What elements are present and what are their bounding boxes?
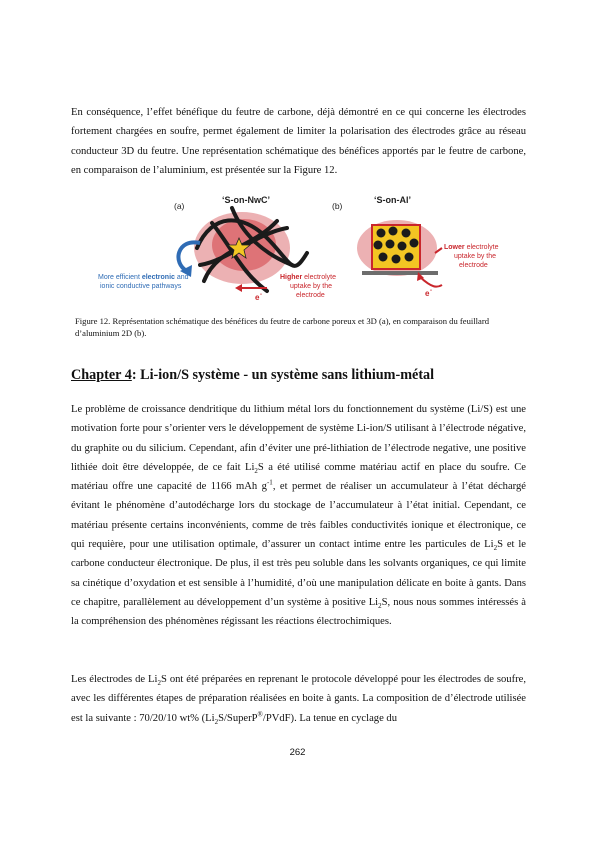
paragraph-li2s bbox=[71, 400, 526, 632]
figure-12 bbox=[92, 193, 512, 305]
page-number: 262 bbox=[289, 747, 306, 758]
p3-text-4: /PVdF). La tenue en cyclage du bbox=[262, 712, 398, 724]
p3-sub-1: 2 bbox=[157, 679, 161, 688]
right-note-line1: Lower electrolyte bbox=[444, 244, 499, 251]
p2-text-4: S et le carbone conducteur électronique. De plus, il est très peu soluble dans les solvants organiques, ce qui limite sa cinétique d’oxydation et est sensible à l’humidité, d’où une manipulation délicate en boite à gants. Dans ce chapitre, parallèlement au développement d’un système à positive Li bbox=[71, 539, 526, 608]
p2-sup-1: -1 bbox=[266, 478, 273, 487]
red-arrow-a-head bbox=[235, 284, 242, 292]
p3-text-2: S ont été préparées en reprenant le protocole développé pour les électrodes de soufre, avec les différentes étapes de préparation réalisées en boite à gants. La composition de d’électrode utilisée est la suivante : 70/20/10 wt% (Li bbox=[71, 674, 527, 724]
p3-sup-1: ® bbox=[257, 710, 263, 719]
electron-b: e bbox=[425, 289, 430, 298]
right-note-line3: electrode bbox=[459, 262, 488, 269]
p3-text-3: S/SuperP bbox=[218, 712, 258, 724]
mid-note-line3: electrode bbox=[296, 292, 325, 299]
mid-note-line1: Higher electrolyte bbox=[280, 274, 337, 281]
electron-a: e bbox=[255, 293, 260, 302]
chapter-heading bbox=[71, 367, 434, 384]
p3-sub-2: 2 bbox=[214, 717, 219, 726]
electron-b-sup: - bbox=[430, 288, 432, 294]
right-note-line2: uptake by the bbox=[454, 253, 497, 260]
paragraph-intro: En conséquence, l’effet bénéfique du feutre de carbone, déjà démontré en ce qui concerne les électrodes fortement chargées en soufre, permet également de limiter la polarisation des électrodes grâce au réseau conducteur 3D du feutre. Une représentation schématique des bénéfices apportés par le feutre de carbone, en comparaison de l’aluminium, est présentée sur la Figure 12. bbox=[71, 107, 526, 176]
red-arrow-b bbox=[420, 277, 442, 287]
panel-b-label: (b) bbox=[332, 201, 343, 211]
p2-sub-1: 2 bbox=[254, 467, 258, 475]
p2-text-1: Le problème de croissance dendritique du lithium métal lors du fonctionnement du système (Li/S) est une motivation forte pour s’orienter vers le développement de système Li-ion/S utilisant à l’électrode négative, du graphite ou du silicium. Cependant, afin d’éviter une pré-lithiation de l’électrode negative, une positive lithiée doit être développée, de ce fait Li bbox=[71, 404, 526, 473]
panel-b-title: ‘S-on-Al’ bbox=[374, 195, 411, 205]
p2-sub-3: 2 bbox=[378, 602, 382, 611]
electron-a-sup: - bbox=[260, 292, 262, 298]
left-note-line2: ionic conductive pathways bbox=[100, 283, 182, 290]
mid-note-line2: uptake by the bbox=[290, 283, 333, 290]
p2-text-5: S, nous nous sommes intéressés à la compréhension des phénomènes régissant les réactions électrochimiques. bbox=[71, 596, 526, 628]
p3-text-1: Les électrodes de Li bbox=[71, 674, 158, 685]
chapter-title: : Li-ion/S système - un système sans lithium-métal bbox=[131, 367, 435, 383]
p2-sub-2: 2 bbox=[493, 544, 498, 553]
paragraph-electrodes bbox=[71, 670, 526, 728]
panel-a-label: (a) bbox=[174, 201, 185, 211]
figure-caption: Figure 12. Représentation schématique des bénéfices du feutre de carbone poreux et 3D (a), en comparaison du feuillard d’aluminium 2D (b). bbox=[75, 316, 490, 338]
panel-a-title: ‘S-on-NwC’ bbox=[222, 195, 270, 205]
p2-text-3: , et permet de réaliser un accumulateur à l’état déchargé évitant le phénomène d’autodécharge lors du stockage de l’accumulateur à l’état initial. Cependant, ce matériau présente certains inconvénients, comme de très faibles conductivités ionique et électronique, ce qui requière, pour une utilisation optimale, d’assurer un contact intime entre les particules de Li bbox=[71, 481, 527, 551]
chapter-label: Chapter 4 bbox=[71, 367, 132, 383]
left-note-line1: More efficient electronic and bbox=[98, 274, 189, 281]
p2-text-2: S a été utilisé comme matériau actif en place du soufre. Ce matériau offre une capacité de 1166 mAh g bbox=[71, 461, 526, 493]
